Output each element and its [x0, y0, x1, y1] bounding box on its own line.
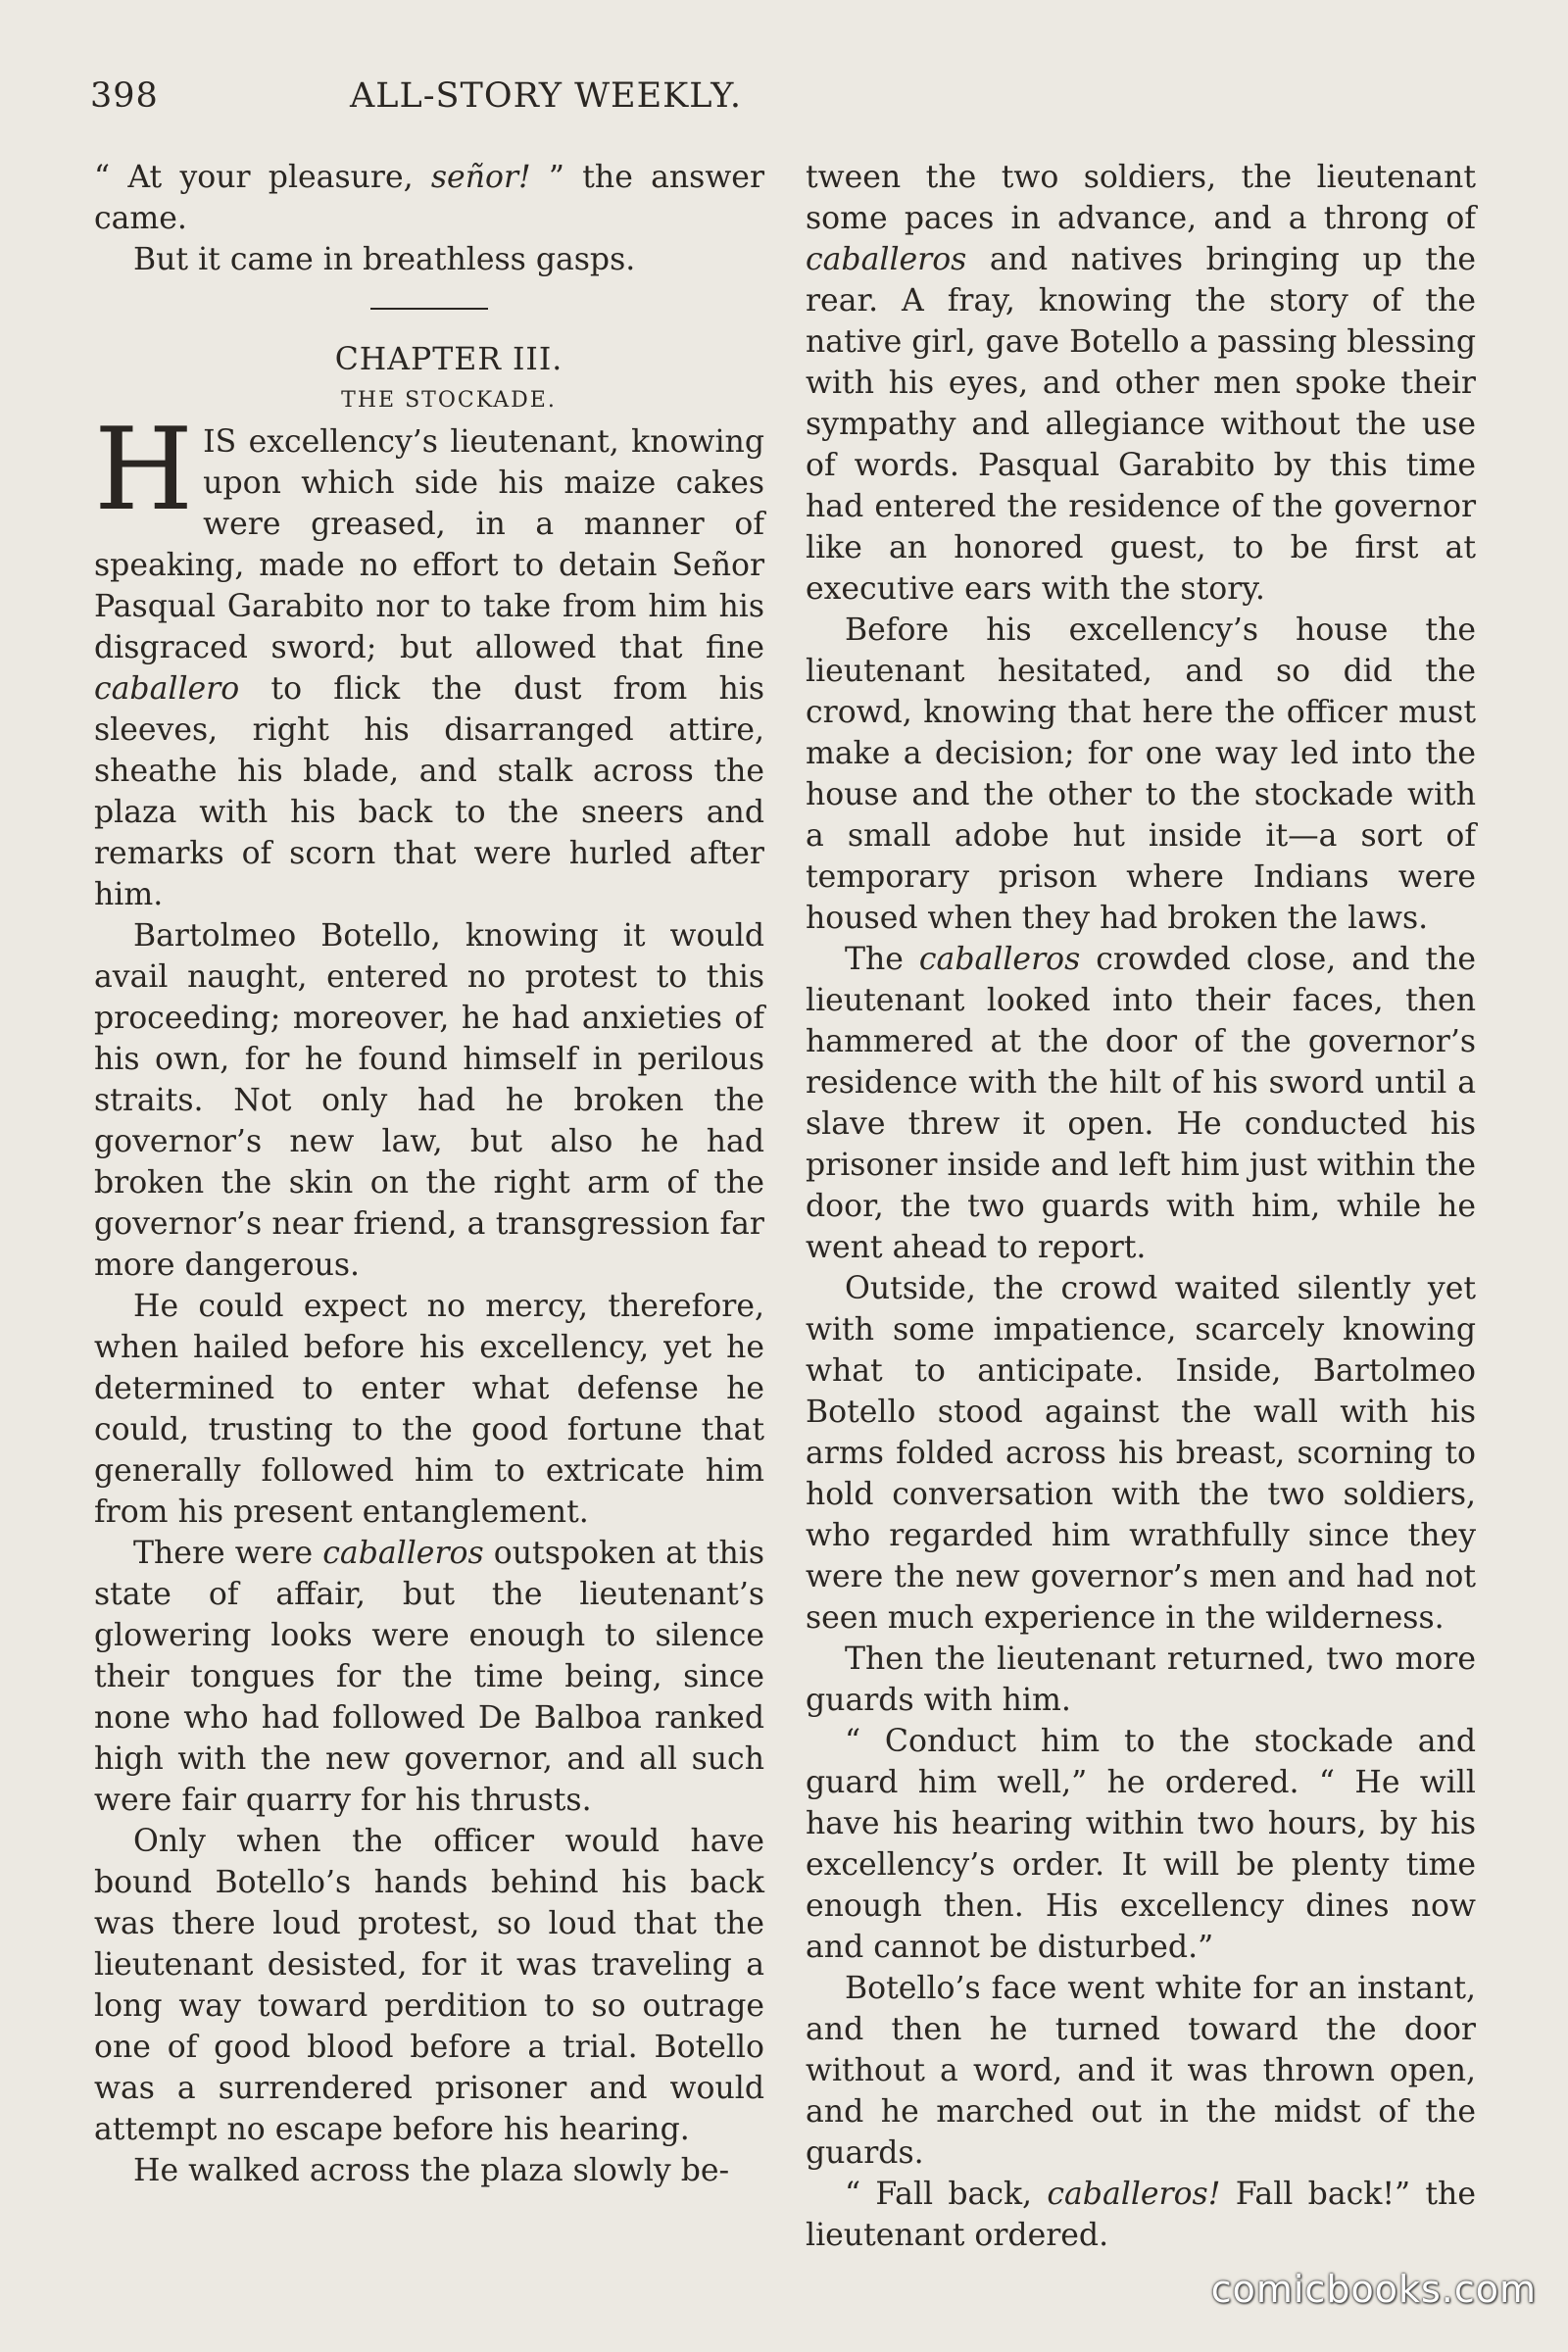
text-run: “ Fall back, [845, 2177, 1048, 2212]
chapter-subtitle: THE STOCKADE. [341, 388, 557, 413]
italic-run: caballeros [322, 1536, 484, 1571]
paragraph [806, 939, 1476, 1268]
text-run: ” the answer came. [94, 160, 764, 236]
italic-run: caballero [94, 671, 240, 707]
page-number: 398 [90, 76, 159, 116]
paragraph: “ Conduct him to the stockade and guard him well,” he ordered. “ He will have his hearing within two hours, by his excellency’s order. It will be plenty time enough then. His excellency dines now and cannot be disturbed.” [806, 1724, 1476, 1965]
text-run: crowded close, and the lieutenant looked into their faces, then hammered at the door of the governor’s residence with the hilt of his sword until a slave threw it open. He conducted his prisoner inside and left him just within the door, the two guards with him, while he went ahead to report. [806, 942, 1477, 1265]
chapter-heading: CHAPTER III. [334, 342, 564, 377]
paragraph [94, 157, 764, 239]
text-run: Fall back!” the lieutenant ordered. [806, 2177, 1476, 2253]
paragraph [806, 157, 1476, 610]
paragraph [806, 2174, 1476, 2256]
paragraph: Only when the officer would have bound Botello’s hands behind his back was there loud protest, so loud that the lieutenant desisted, for it was traveling a long way toward perdition to so outrage one of good blood before a trial. Botello was a surrendered prisoner and would attempt no escape before his hearing. [94, 1824, 764, 2147]
text-run: and natives bringing up the rear. A fray, knowing the story of the native girl, gave Botello a passing blessing with his eyes, and other men spoke their sympathy and allegiance without the use of words. Pasqual Garabito by this time had entered the residence of the governor like an honored guest, to be first at executive ears with the story. [806, 242, 1476, 607]
paragraph: He walked across the plaza slowly be- [133, 2153, 730, 2188]
paragraph [94, 1533, 764, 1821]
page-header [90, 76, 1002, 125]
italic-run: caballeros [918, 942, 1081, 977]
site-watermark: comicbooks.com [1210, 2268, 1537, 2311]
text-run: The [845, 942, 919, 977]
italic-run: caballeros [806, 242, 967, 277]
paragraph: Before his excellency’s house the lieutenant hesitated, and so did the crowd, knowing that here the officer must make a decision; for one way led into the house and the other to the stockade with a small adobe hut inside it—a sort of temporary prison where Indians were housed when they had broken the laws. [806, 612, 1476, 936]
italic-run: señor! [430, 160, 531, 195]
text-run: to flick the dust from his sleeves, right his disarranged attire, sheathe his blade, and stalk across the plaza with his back to the sneers and remarks of scorn that were hurled after him. [94, 671, 764, 912]
text-run: outspoken at this state of affair, but the lieutenant’s glowering looks were enough to silence their tongues for the time being, since none who had followed De Balboa ranked high with the new governor, and all such were fair quarry for his thrusts. [94, 1536, 764, 1818]
drop-cap: H [94, 404, 194, 536]
paragraph [94, 404, 764, 915]
text-run: tween the two soldiers, the lieutenant some paces in advance, and a throng of [806, 160, 1476, 236]
paragraph: Outside, the crowd waited silently yet with some impatience, scarcely knowing what to anticipate. Inside, Bartolmeo Botello stood against the wall with his arms folded across his breast, scorning to hold conversation with the two soldiers, who regarded him wrathfully since they were the new governor’s men and had not seen much experience in the wilderness. [806, 1271, 1476, 1636]
text-run: “ At your pleasure, [94, 160, 431, 195]
paragraph: Then the lieutenant returned, two more guards with him. [806, 1642, 1476, 1718]
left-column [94, 157, 764, 2191]
text-run: There were [133, 1536, 323, 1571]
italic-run: caballeros! [1047, 2177, 1221, 2212]
text-run: IS excellency’s lieutenant, knowing upon which side his maize cakes were greased, in a manner of speaking, made no effort to detain Señor Pasqual Garabito nor to take from him his disgraced sword; but allowed that fine [94, 424, 764, 665]
paragraph: He could expect no mercy, therefore, when hailed before his excellency, yet he determined to enter what defense he could, trusting to the good fortune that generally followed him to extricate him from his present entanglement. [94, 1289, 764, 1530]
section-divider [370, 308, 488, 310]
right-column [806, 157, 1476, 2256]
paragraph: Bartolmeo Botello, knowing it would avail naught, entered no protest to this proceeding; moreover, he had anxieties of his own, for he found himself in perilous straits. Not only had he broken the governor’s new law, but also he had broken the skin on the right arm of the governor’s near friend, a transgression far more dangerous. [94, 918, 764, 1283]
paragraph: Botello’s face went white for an instant, and then he turned toward the door without a word, and it was thrown open, and he marched out in the midst of the guards. [806, 1971, 1476, 2171]
magazine-title: ALL-STORY WEEKLY. [349, 76, 743, 116]
paragraph: But it came in breathless gasps. [133, 242, 636, 277]
